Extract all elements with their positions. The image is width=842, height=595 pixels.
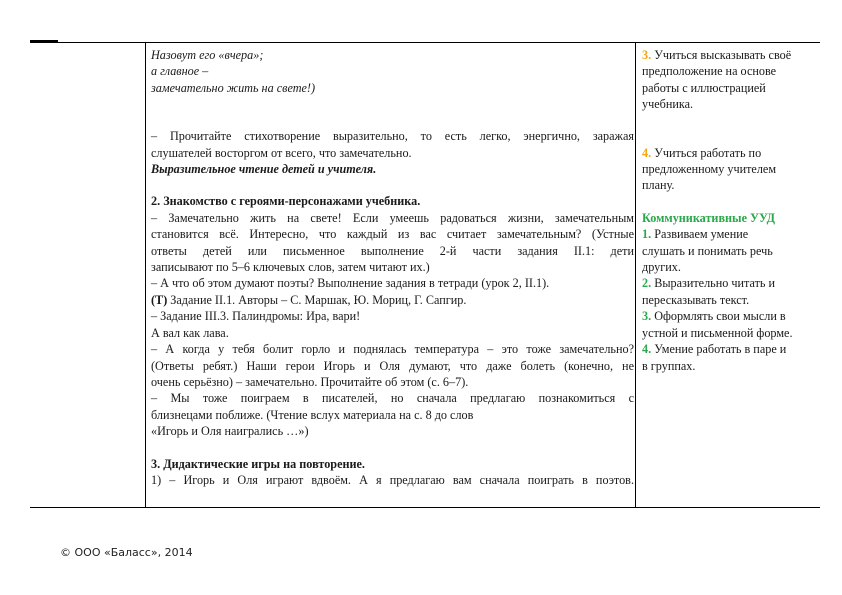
uud-number: 3. (642, 48, 652, 62)
uud-number: 1. (642, 227, 652, 242)
column-divider (635, 43, 636, 507)
uud-item (642, 341, 818, 357)
uud-number: 4. (642, 145, 652, 160)
text-line: – Прочитайте стихотворение выразительно, то есть легко, энергично, заражая (151, 129, 634, 144)
task-text: Задание II.1. Авторы – С. Маршак, Ю. Мориц, Г. Сапгир. (167, 292, 467, 307)
uud-text: предложенному учителем (642, 162, 777, 177)
uud-item (642, 308, 818, 324)
uud-text: слушать и понимать речь (642, 243, 773, 258)
task-marker: (Т) (151, 292, 168, 307)
uud-text: других. (642, 260, 681, 275)
uud-text: плану. (642, 178, 675, 193)
uud-cell (642, 47, 818, 374)
text-line: близнецами поближе. (Чтение вслух материала на с. 8 до слов (151, 407, 474, 422)
uud-text: предположение на основе (642, 64, 777, 79)
lesson-table (30, 42, 820, 508)
text-line: – А что об этом думают поэты? Выполнение задания в тетради (урок 2, II.1). (151, 276, 550, 291)
column-divider (145, 43, 146, 507)
uud-text: Учиться высказывать своё (654, 48, 792, 62)
text-line: ответы детей или письменное выполнение 2-й части задания II.1: дети (151, 243, 634, 258)
uud-text: учебника. (642, 97, 694, 112)
uud-text: Выразительно читать и (654, 276, 776, 291)
uud-item (642, 226, 818, 242)
comm-uud-heading: Коммуникативные УУД (642, 210, 776, 225)
uud-text: Развиваем умение (654, 227, 749, 242)
text-line: очень серьёзно) – замечательно. Прочитайте об этом (с. 6–7). (151, 374, 469, 389)
text-line: – Замечательно жить на свете! Если умеешь радоваться жизни, замечательным (151, 210, 634, 225)
activity-label: Выразительное чтение детей и учителя. (151, 162, 377, 177)
uud-number: 3. (642, 309, 652, 324)
section-heading: 3. Дидактические игры на повторение. (151, 456, 365, 471)
text-line: «Игорь и Оля наигрались …») (151, 424, 309, 439)
copyright-footer: © ООО «Баласс», 2014 (60, 546, 193, 559)
task-line (151, 292, 634, 308)
uud-item (642, 275, 818, 291)
text-line: – А когда у тебя болит горло и поднялась температура – это тоже замечательно? (151, 342, 634, 357)
uud-text: Оформлять свои мысли в (654, 309, 786, 324)
text-line: – Мы тоже поиграем в писателей, но сначала предлагаю познакомиться с (151, 391, 634, 406)
uud-text: Умение работать в паре и (654, 342, 787, 357)
text-line: 1) – Игорь и Оля играют вдвоём. А я предлагаю вам сначала поиграть в поэтов. (151, 472, 634, 487)
section-heading: 2. Знакомство с героями-персонажами учебника. (151, 194, 421, 209)
lesson-content-cell (151, 47, 634, 488)
text-line: – Задание III.3. Палиндромы: Ира, вари! (151, 309, 361, 324)
uud-text: устной и письменной форме. (642, 325, 793, 340)
uud-number: 4. (642, 342, 652, 357)
uud-text: Учиться работать по (654, 145, 762, 160)
uud-item (642, 145, 818, 161)
text-line: становится всё. Интересно, что каждый из вас считает замечательным? (Устные (151, 227, 634, 242)
uud-text: работы с иллюстрацией (642, 80, 766, 95)
text-line: А вал как лава. (151, 325, 229, 340)
poem-line: а главное – (151, 64, 209, 79)
uud-item (642, 47, 818, 63)
uud-text: в группах. (642, 358, 696, 373)
uud-text: пересказывать текст. (642, 292, 750, 307)
text-line: записывают по 5–6 ключевых слов, затем читают их.) (151, 260, 430, 275)
text-line: слушателей восторгом от всего, что замечательно. (151, 145, 412, 160)
text-line: (Ответы ребят.) Наши герои Игорь и Оля думают, что даже болеть (конечно, не (151, 358, 634, 373)
poem-line: замечательно жить на свете!) (151, 80, 316, 95)
uud-number: 2. (642, 276, 652, 291)
poem-line: Назовут его «вчера»; (151, 48, 264, 62)
